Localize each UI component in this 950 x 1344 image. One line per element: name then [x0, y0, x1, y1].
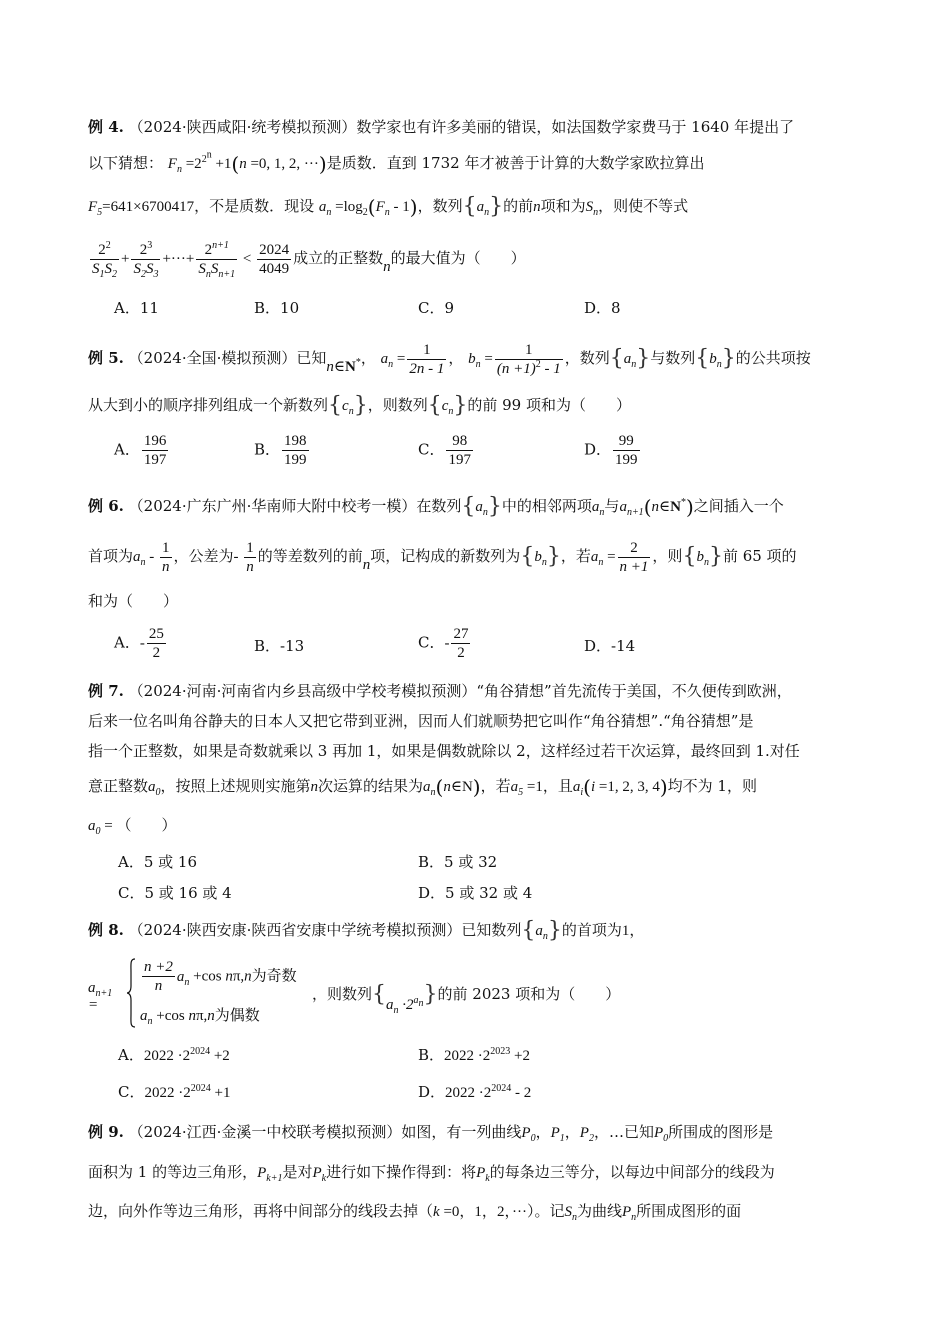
ex5-text: ，数列	[564, 349, 610, 367]
ex7-option-d: D．5 或 32 或 4	[418, 884, 533, 902]
ex4-label: 例 4.	[88, 118, 124, 136]
ex8-first-term: 1，	[621, 923, 645, 939]
ex8-line-2: ，则数列$\{a_n \cdot 2^{a_n}\}$的前 2023 项和为（ ）	[312, 982, 621, 1016]
ex7-source: （2024·河南·河南省内乡县高级中学校考模拟预测）	[128, 682, 477, 700]
ex5-line-1: 例 5. （2024·全国·模拟预测）已知n∈N*， $a_n$ = $\frac{1}{2n - 1}$ ， $b_n$ = $\frac{1}{(n +1)^2 - 1}$ ，数列$\{a_n\}$与数列$\{b_n\}$的公共项按	[88, 341, 811, 377]
ex4-line-4: $\frac{2^2}{S_1S_2}$ + $\frac{2^3}{S_2S_3}$ +···+ $\frac{2^{n+1}}{S_nS_{n+1}}$ < $\frac{2024}{4049}$ 成立的正整数n的最大值为（ ）	[92, 239, 526, 280]
ex7-line-2: 后来一位名叫角谷静夫的日本人又把它带到亚洲，因而人们就顺势把它叫作“角谷猜想”.“角谷猜想”是	[88, 712, 754, 730]
ex4-option-d: D．8	[584, 299, 621, 317]
ex5-label: 例 5.	[88, 349, 124, 367]
ex6-option-a: A．- $\frac{25}{2}$	[114, 626, 164, 661]
ex5-bn: $b_n$	[468, 351, 481, 370]
ex8-text: 已知数列	[461, 921, 522, 939]
ex8-option-b: B．$2022 \cdot 2^{2023} +2$	[418, 1046, 530, 1064]
ex7-option-c: C．5 或 16 或 4	[118, 884, 232, 902]
ex7-text: “角谷猜想”首先流传于美国，不久便传到欧洲，	[476, 682, 792, 700]
ex6-text: 之间插入一个	[693, 497, 784, 515]
ex6-option-d: D．-14	[584, 637, 636, 655]
ex7-option-b: B．5 或 32	[418, 853, 498, 871]
ex6-text: 的等差数列的前	[257, 547, 363, 565]
ex8-text: 的首项为	[561, 921, 622, 939]
ex4-term-n: $\frac{2^{n+1}}{S_nS_{n+1}}$	[198, 239, 236, 280]
ex4-text: 数学家也有许多美丽的错误，如法国数学家费马于 1640 年提出了	[356, 118, 795, 136]
ex7-line-3: 指一个正整数，如果是奇数就乘以 3 再加 1，如果是偶数就除以 2，这样经过若干次运算，最终回到 1.对任	[88, 742, 800, 760]
ex6-text: 在数列	[416, 497, 462, 515]
ex7-line-4: 意正整数$a_0$，按照上述规则实施第n次运算的结果为$a_n(n\in N)$，若$a_5 =1$，且$a_i(i =1$, 2, 3, 4)均不为 1，则	[88, 775, 757, 799]
ex7-text: （ ）	[116, 816, 177, 834]
ex5-text: 的前 99 项和为（ ）	[467, 396, 631, 414]
ex7-text: ，且	[542, 777, 573, 795]
ex9-source: （2024·江西·金溪一中校联考模拟预测）	[128, 1123, 402, 1141]
ex9-text: 所围成的图形是	[668, 1123, 774, 1141]
ex7-text: 次运算的结果为	[318, 777, 424, 795]
ex4-text: 的最大值为（ ）	[390, 249, 526, 267]
ex4-text: 项和为	[540, 197, 586, 215]
ex7-option-a: A．5 或 16	[118, 853, 197, 871]
ex9-text: 是对	[282, 1163, 313, 1181]
ex9-text: 为曲线	[576, 1202, 622, 1220]
ex4-text: 以下猜想：	[88, 154, 164, 172]
ex9-text: 面积为 1 的等边三角形，	[88, 1163, 258, 1181]
ex8-source: （2024·陕西安康·陕西省安康中学统考模拟预测）	[128, 921, 462, 939]
ex4-option-c: C．9	[418, 299, 455, 317]
ex8-case-odd: 为奇数	[251, 966, 297, 985]
ex4-fermat-formula: $F_n$	[167, 156, 182, 175]
ex9-label: 例 9.	[88, 1123, 124, 1141]
ex4-source: （2024·陕西咸阳·统考模拟预测）	[128, 118, 357, 136]
ex9-line-2: 面积为 1 的等边三角形，$P_{k+1}$是对$P_k$进行如下操作得到：将$P_k$的每条边三等分，以每边中间部分的线段为	[88, 1163, 775, 1184]
ex7-line-5: $a_0$ = （ ）	[88, 816, 177, 837]
ex8-option-c: C．$2022 \cdot 2^{2024} +1$	[118, 1083, 231, 1101]
ex4-line-3: $F_5=641\times 6700417$，不是质数．现设 $a_n =\log_2(F_n - 1)$，数列$\{a_n\}$的前n项和为$S_n$，则使不等式	[88, 194, 689, 219]
ex5-option-c: C． $\frac{98}{197}$	[418, 433, 471, 468]
ex9-line-3: 边，向外作等边三角形，再将中间部分的线段去掉（k =0，1，2，···）。记$S_n$为曲线$P_n$所围成图形的面	[88, 1202, 742, 1223]
ex7-text: 意正整数	[88, 777, 149, 795]
ex4-an-def: $a_n$	[318, 199, 332, 218]
ex6-line-2: 首项为$a_n$ - $\frac{1}{n}$ ，公差为- $\frac{1}{n}$ 的等差数列的前n项，记构成的新数列为$\{b_n\}$，若$a_n$ = $\frac{2}{n +1}$ ，则$\{b_n\}$前 65 项的	[88, 539, 797, 575]
ex8-option-d: D．$2022 \cdot 2^{2024} - 2$	[418, 1083, 532, 1101]
ex5-text: ，则数列	[367, 396, 428, 414]
ex4-line-1	[88, 117, 862, 137]
ex7-text: ，若	[480, 777, 511, 795]
ex9-text: ，…已知	[593, 1123, 654, 1141]
ex9-text: ）。记	[526, 1202, 565, 1220]
ex4-rhs: $\frac{2024}{4049}$	[259, 241, 290, 277]
ex4-term-2: $\frac{2^3}{S_2S_3}$	[133, 239, 159, 280]
ex7-line-1	[88, 681, 862, 701]
ex5-text: 与数列	[650, 349, 696, 367]
ex5-line-2: 从大到小的顺序排列组成一个新数列$\{c_n\}$，则数列$\{c_n\}$的前 99 项和为（ ）	[88, 393, 631, 418]
exam-page: 例 4. （2024·陕西咸阳·统考模拟预测）数学家也有许多美丽的错误，如法国数学家费马于 1640 年提出了 以下猜想： $F_n =2^{2^n} +1(n =0$, 1, 2, ···)是质数．直到 1732 年才被善于计算的大数学家欧拉算出 $F_5=641\times 6700417$，不是质数．现设 $a_n =\log_2(F_n - 1)$，数列$\{a_n\}$的前n项和为$S_n$，则使不等式 $\frac{2^2}{S_1S_2}$ + $\frac{2^3}{S_2S_3}$ +···+ $\frac{2^{n+1}}{S_nS_{n+1}}$ < $\frac{2024}{4049}$ 成立的正整数n的最大值为（ ） A．11 B．10 C．9 D．8 例 5. （2024·全国·模拟预测）已知n∈N*， $a_n$ = $\frac{1}{2n - 1}$ ， $b_n$ = $\frac{1}{(n +1)^2 - 1}$ ，数列$\{a_n\}$与数列$\{b_n\}$的公共项按 从大到小的顺序排列组成一个新数列$\{c_n\}$，则数列$\{c_n\}$的前 99 项和为（ ） A． $\frac{196}{197}$ B． $\frac{198}{199}$ C． $\frac{98}{197}$ D． $\frac{99}{199}$ 例 6. （2024·广东广州·华南师大附中校考一模）在数列$\{a_n\}$中的相邻两项$a_n$与$a_{n+1}(n\in N^*)$之间插入一个 首项为$a_n$ - $\frac{1}{n}$ ，公差为- $\frac{1}{n}$ 的等差数列的前n项，记构成的新数列为$\{b_n\}$，若$a_n$ = $\frac{2}{n +1}$ ，则$\{b_n\}$前 65 项的 和为（ ） A．- $\frac{25}{2}$ B．-13 C．- $\frac{27}{2}$ D．-14 例 7. （2024·河南·河南省内乡县高级中学校考模拟预测）“角谷猜想”首先流传于美国，不久便传到欧洲， 后来一位名叫角谷静夫的日本人又把它带到亚洲，因而人们就顺势把它叫作“角谷猜想”.“角谷猜想”是 指一个正整数，如果是奇数就乘以 3 再加 1，如果是偶数就除以 2，这样经过若干次运算，最终回到 1.对任 意正整数$a_0$，按照上述规则实施第n次运算的结果为$a_n(n\in N)$，若$a_5 =1$，且$a_i(i =1$, 2, 3, 4)均不为 1，则 $a_0$ = （ ） A．5 或 16 B．5 或 32 C．5 或 16 或 4 D．5 或 32 或 4 例 8. （2024·陕西安康·陕西省安康中学统考模拟预测）已知数列$\{a_n\}$的首项为1， $a_{n+1}$ = $\frac{n +2}{n}$ $a_n +\cos$ nπ,n为奇数 $a_n +\cos$ nπ,n为偶数 ，则数列$\{a_n \cdot 2^{a_n}\}$的前 2023 项和为（ ） A．$2022 \cdot 2^{2024} +2$ B．$2022 \cdot 2^{2023} +2$ C．$2022 \cdot 2^{2024} +1$ D．$2022 \cdot 2^{2024} - 2$ 例 9. （2024·江西·金溪一中校联考模拟预测）如图，有一列曲线$P_0$，$P_1$，$P_2$，…已知$P_0$所围成的图形是 面积为 1 的等边三角形，$P_{k+1}$是对$P_k$进行如下操作得到：将$P_k$的每条边三等分，以每边中间部分的线段为 边，向外作等边三角形，再将中间部分的线段去掉（k =0，1，2，···）。记$S_n$为曲线$P_n$所围成图形的面	[0, 0, 950, 1344]
ex4-line-2: 以下猜想： $F_n =2^{2^n} +1(n =0$, 1, 2, ···)是质数．直到 1732 年才被善于计算的大数学家欧拉算出	[88, 149, 705, 176]
ex7-text: 均不为 1，则	[667, 777, 757, 795]
ex6-label: 例 6.	[88, 497, 124, 515]
ex6-line-3	[88, 591, 862, 611]
ex6-text: ，公差为	[173, 547, 234, 565]
ex4-text: ，则使不等式	[598, 197, 689, 215]
ex9-text: 边，向外作等边三角形，再将中间部分的线段去掉（	[88, 1202, 434, 1220]
ex7-label: 例 7.	[88, 682, 124, 700]
ex9-line-1: 例 9. （2024·江西·金溪一中校联考模拟预测）如图，有一列曲线$P_0$，$P_1$，$P_2$，…已知$P_0$所围成的图形是	[88, 1123, 774, 1144]
ex4-f5-value: =641×6700417	[102, 199, 195, 215]
ex8-text: ，则数列	[312, 985, 373, 1003]
ex6-text: ，若	[560, 547, 591, 565]
ex7-text: ，按照上述规则实施第	[160, 777, 311, 795]
ex4-text: 的前	[503, 197, 534, 215]
ex8-label: 例 8.	[88, 921, 124, 939]
ex4-f5: $F_5$	[88, 199, 103, 218]
ex5-text: 已知	[296, 349, 327, 367]
ex6-line-1: 例 6. （2024·广东广州·华南师大附中校考一模）在数列$\{a_n\}$中的相邻两项$a_n$与$a_{n+1}(n\in N^*)$之间插入一个	[88, 494, 784, 519]
ex4-term-1: $\frac{2^2}{S_1S_2}$	[92, 239, 117, 280]
ex6-source: （2024·广东广州·华南师大附中校考一模）	[128, 497, 417, 515]
ex4-text: ，不是质数．现设	[194, 197, 315, 215]
ex6-text: 项，记构成的新数列为	[370, 547, 521, 565]
ex5-option-a: A． $\frac{196}{197}$	[114, 433, 167, 468]
ex6-text: 首项为	[88, 547, 134, 565]
ex6-text: ，则	[652, 547, 683, 565]
ex8-text: 的前 2023 项和为（ ）	[437, 985, 621, 1003]
ex4-option-a: A．11	[114, 299, 159, 317]
ex9-text: 的每条边三等分，以每边中间部分的线段为	[489, 1163, 775, 1181]
ex9-text: 所围成图形的面	[636, 1202, 742, 1220]
ex5-option-b: B． $\frac{198}{199}$	[254, 433, 307, 468]
ex9-text: 进行如下操作得到：将	[326, 1163, 477, 1181]
ex6-option-b: B．-13	[254, 637, 305, 655]
ex8-option-a: A．$2022 \cdot 2^{2024} +2$	[118, 1046, 230, 1064]
ex6-option-c: C．- $\frac{27}{2}$	[418, 626, 469, 661]
ex5-text: 的公共项按	[735, 349, 811, 367]
ex9-text: 如图，有一列曲线	[401, 1123, 522, 1141]
ex6-text: 和为（ ）	[88, 592, 179, 610]
ex4-text: 是质数．直到 1732 年才被善于计算的大数学家欧拉算出	[326, 154, 705, 172]
left-brace-icon	[126, 958, 136, 1028]
ex6-text: 与	[604, 497, 620, 515]
ex5-text: 从大到小的顺序排列组成一个新数列	[88, 396, 329, 414]
ex5-an: $a_n$	[380, 351, 394, 370]
ex4-text: 成立的正整数	[293, 249, 384, 267]
ex8-case-even: 为偶数	[214, 1006, 260, 1024]
ex5-source: （2024·全国·模拟预测）	[128, 349, 297, 367]
ex5-option-d: D． $\frac{99}{199}$	[584, 433, 638, 468]
ex6-text: 前 65 项的	[722, 547, 797, 565]
ex4-option-b: B．10	[254, 299, 300, 317]
ex4-text: ，数列	[417, 197, 463, 215]
ex8-line-1: 例 8. （2024·陕西安康·陕西省安康中学统考模拟预测）已知数列$\{a_n\}$的首项为1，	[88, 918, 645, 943]
ex6-text: 中的相邻两项	[501, 497, 592, 515]
